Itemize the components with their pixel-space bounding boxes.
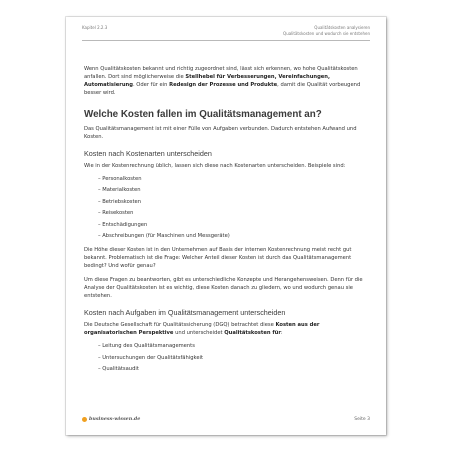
dgq-text-1: Die Deutsche Gesellschaft für Qualitätssicherung (DGQ) betrachtet diese	[84, 322, 276, 329]
subsection-heading-tasks: Kosten nach Aufgaben im Qualitätsmanagement unterscheiden	[84, 308, 286, 318]
header-subsection-title: Qualitätskosten und wodurch sie entstehen	[283, 31, 370, 36]
subsection-heading-cost-types: Kosten nach Kostenarten unterscheiden	[84, 149, 212, 158]
page-content	[84, 65, 370, 380]
section-heading: Welche Kosten fallen im Qualitätsmanagement an?	[84, 109, 322, 120]
intro-text-1: Wenn Qualitätskosten bekannt und richtig zugeordnet sind, lässt sich erkennen, wo hohe Qualitätskosten anfallen. Dort sind möglicherweise die	[84, 66, 358, 80]
intro-bold-1: Stellhebel für Verbesserungen, Vereinfachungen, Automatisierung	[84, 74, 330, 88]
dgq-bold-1: Kosten aus der organisatorischen Perspektive	[84, 322, 320, 337]
section-intro-paragraph: Das Qualitätsmanagement ist mit einer Fülle von Aufgaben verbunden. Dadurch entstehen Aufwand und Kosten.	[84, 126, 357, 140]
intro-text-3: , damit die Qualität vorbeugend besser wird.	[84, 82, 361, 96]
list-item: – Personalkosten	[98, 174, 370, 185]
dgq-paragraph	[84, 321, 370, 337]
dgq-text-2: und unterscheidet	[173, 330, 225, 337]
intro-text-2: . Oder für ein	[132, 82, 170, 88]
intro-paragraph	[84, 65, 370, 97]
page-number: Seite 3	[354, 417, 370, 422]
cost-level-paragraph: Die Höhe dieser Kosten ist in den Unternehmen auf Basis der internen Kostenrechnung meist recht gut bekannt. Problematisch ist die Frage: Welcher Anteil dieser Kosten ist durch das Qualitätsmanagement bedingt? Und wofür genau?	[84, 247, 352, 270]
list-item: – Abschreibungen (für Maschinen und Messgeräte)	[98, 231, 370, 242]
publisher-logo[interactable]	[82, 416, 140, 422]
approach-paragraph: Um diese Fragen zu beantworten, gibt es unterschiedliche Konzepte und Herangehensweisen. Denn für die Analyse der Qualitätskosten ist es wichtig, diese Kosten danach zu gliedern, wo und wodurch genau sie entstehen.	[84, 277, 363, 300]
cost-types-paragraph: Wie in der Kostenrechnung üblich, lassen sich diese nach Kostenarten unterscheiden. Beispiele sind:	[84, 163, 346, 169]
page-footer	[82, 415, 370, 425]
dgq-text-3: :	[280, 330, 283, 337]
logo-dot-icon	[82, 417, 87, 422]
dgq-bold-2: Qualitätskosten für	[224, 330, 281, 337]
logo-text: business-wissen.de	[89, 416, 141, 422]
list-item: – Betriebskosten	[98, 197, 370, 208]
list-item: – Entschädigungen	[98, 220, 370, 231]
list-item: – Qualitätsaudit	[98, 364, 370, 375]
chapter-label: Kapitel 2.2.3	[82, 25, 108, 30]
qm-tasks-list	[98, 341, 370, 375]
list-item: – Untersuchungen der Qualitätsfähigkeit	[98, 353, 370, 364]
header-section-titles	[283, 25, 370, 37]
intro-bold-2: Redesign der Prozesse und Produkte	[169, 82, 278, 88]
page-header	[82, 24, 370, 41]
cost-types-list	[98, 174, 370, 242]
list-item: – Leitung des Qualitätsmanagements	[98, 341, 370, 352]
list-item: – Materialkosten	[98, 185, 370, 196]
header-section-title: Qualitätskosten analysieren	[314, 25, 370, 30]
document-page	[66, 17, 386, 435]
list-item: – Reisekosten	[98, 208, 370, 219]
